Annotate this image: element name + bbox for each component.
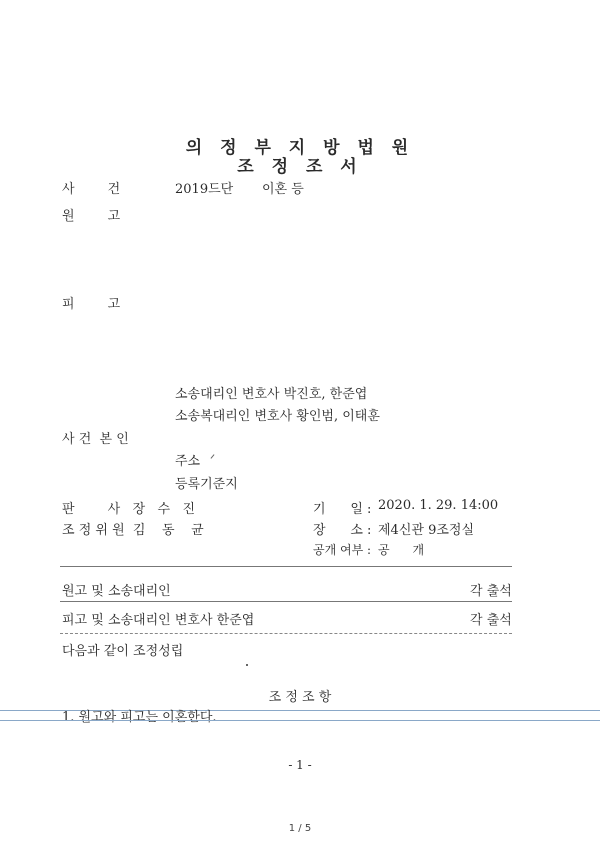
page-number: - 1 - — [288, 758, 312, 772]
court-name: 의 정 부 지 방 법 원 — [185, 138, 415, 158]
case-name: 이혼 등 — [262, 182, 304, 197]
document-title: 조 정 조 서 — [237, 157, 363, 177]
address-label: 주소 — [175, 454, 201, 469]
result-text: 다음과 같이 조정성립 — [62, 644, 184, 659]
case-number: 2019드단 — [175, 182, 234, 197]
public-value: 공 개 — [378, 543, 425, 557]
registration-label: 등록기준지 — [175, 477, 238, 492]
date-label: 기 일 : — [313, 502, 372, 517]
place-label: 장 소 : — [313, 523, 372, 538]
attendance-party-1: 원고 및 소송대리인 — [62, 584, 171, 599]
principal-label: 사 건 본 인 — [62, 432, 129, 447]
place-value: 제4신관 9조정실 — [378, 523, 475, 538]
attendance-party-2: 피고 및 소송대리인 변호사 한준엽 — [62, 613, 255, 628]
attendance-status-2: 각 출석 — [470, 613, 512, 628]
attendance-status-1: 각 출석 — [470, 584, 512, 599]
scan-mark — [246, 664, 248, 666]
divider — [60, 601, 512, 602]
judge: 판 사 장 수 진 — [62, 502, 196, 517]
counsel: 소송대리인 변호사 박진호, 한준엽 — [175, 387, 368, 402]
sub-counsel: 소송복대리인 변호사 황인범, 이태훈 — [175, 409, 380, 424]
public-label: 공개 여부 : — [313, 543, 372, 557]
date-value: 2020. 1. 29. 14:00 — [378, 498, 499, 513]
page-footer: 1 / 5 — [288, 823, 312, 834]
case-label: 사 건 — [62, 182, 121, 197]
divider — [60, 566, 512, 567]
mediator: 조 정 위 원 김 동 균 — [62, 523, 204, 538]
section-title: 조 정 조 항 — [268, 690, 332, 705]
defendant-label: 피 고 — [62, 297, 121, 312]
scan-mark — [211, 454, 215, 458]
plaintiff-label: 원 고 — [62, 209, 121, 224]
clause-1: 1. 원고와 피고는 이혼한다. — [62, 710, 217, 725]
dashed-divider — [60, 633, 512, 634]
scan-line — [0, 720, 600, 721]
